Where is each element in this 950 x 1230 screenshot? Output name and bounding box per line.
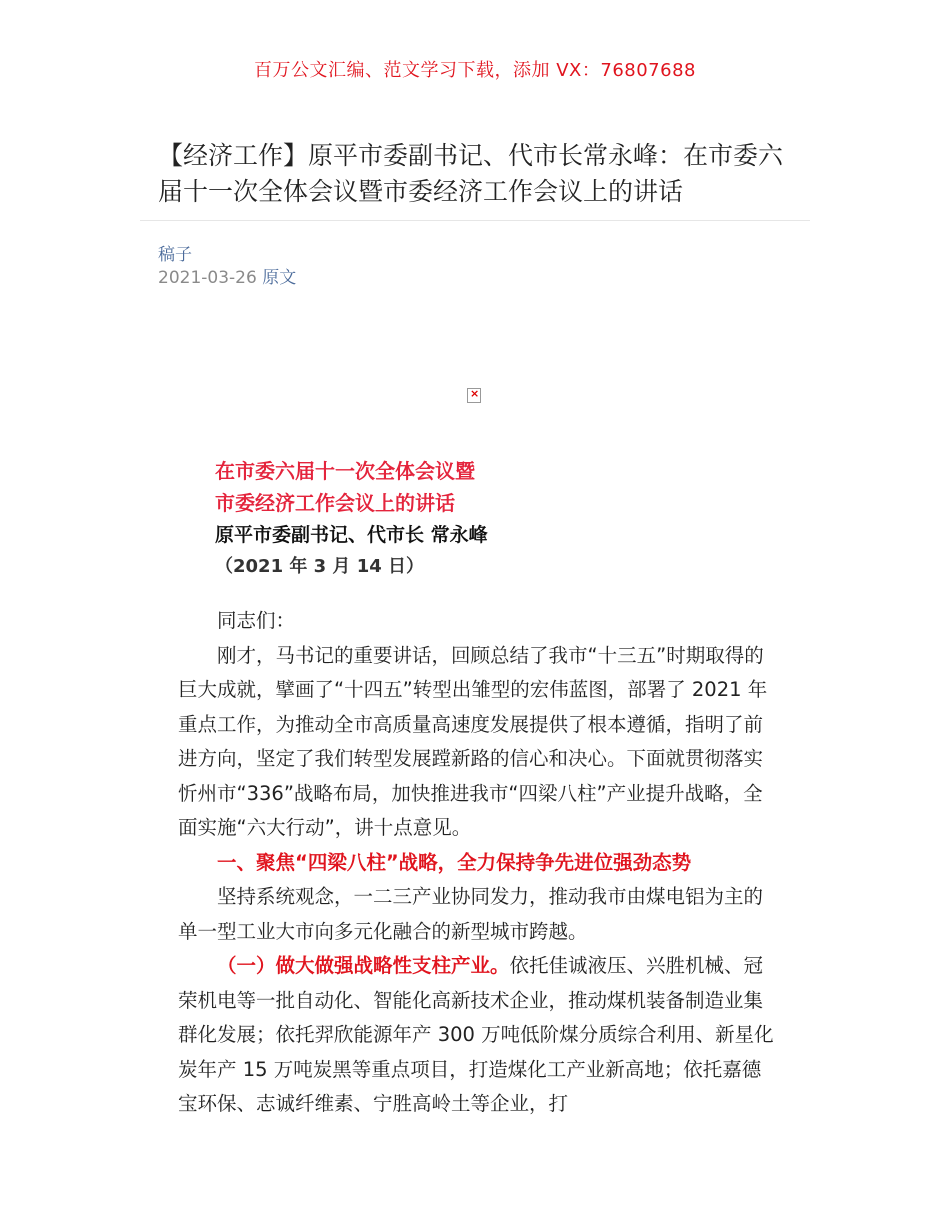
article-meta [158,263,296,288]
article-body [178,604,774,1122]
paragraph: 坚持系统观念，一二三产业协同发力，推动我市由煤电铝为主的单一型工业大市向多元化融合的新型城市跨越。 [178,885,764,943]
original-link[interactable]: 原文 [262,268,297,288]
author-link[interactable]: 稿子 [158,245,192,265]
broken-image-icon: × [467,388,481,403]
speech-heading-line2: 市委经济工作会议上的讲话 [215,491,455,515]
salutation: 同志们： [217,609,296,632]
section-heading: 一、聚焦“四梁八柱”战略，全力保持争先进位强劲态势 [217,850,692,874]
subsection-heading: （一）做大做强战略性支柱产业。 [217,954,510,977]
speaker: 原平市委副书记、代市长 常永峰 [215,524,488,546]
article-title: 【经济工作】原平市委副书记、代市长常永峰：在市委六届十一次全体会议暨市委经济工作会议上的讲话 [158,141,784,206]
paragraph: 刚才，马书记的重要讲话，回顾总结了我市“十三五”时期取得的巨大成就，擘画了“十四五”转型出雏型的宏伟蓝图，部署了 2021 年重点工作，为推动全市高质量高速度发展提供了根本遵循，指明了前进方向，坚定了我们转型发展蹚新路的信心和决心。下面就贯彻落实忻州市“336”战略布局，加快推进我市“四梁八柱”产业提升战略，全面实施“六大行动”，讲十点意见。 [178,643,768,839]
watermark-banner: 百万公文汇编、范文学习下载，添加 VX：76807688 [254,60,696,81]
speech-date: （2021 年 3 月 14 日） [215,556,425,577]
speech-header [215,455,488,583]
title-divider [140,220,810,221]
subsection-text: 依托佳诚液压、兴胜机械、冠荣机电等一批自动化、智能化高新技术企业，推动煤机装备制造业集群化发展；依托羿欣能源年产 300 万吨低阶煤分质综合利用、新星化炭年产 15 万吨炭黑等重点项目，打造煤化工产业新高地；依托嘉德宝环保、志诚纤维素、宁胜高岭土等企业，打 [178,954,774,1115]
publish-date: 2021-03-26 [158,268,257,288]
speech-heading-line1: 在市委六届十一次全体会议暨 [215,459,475,483]
paragraph [178,949,774,1122]
